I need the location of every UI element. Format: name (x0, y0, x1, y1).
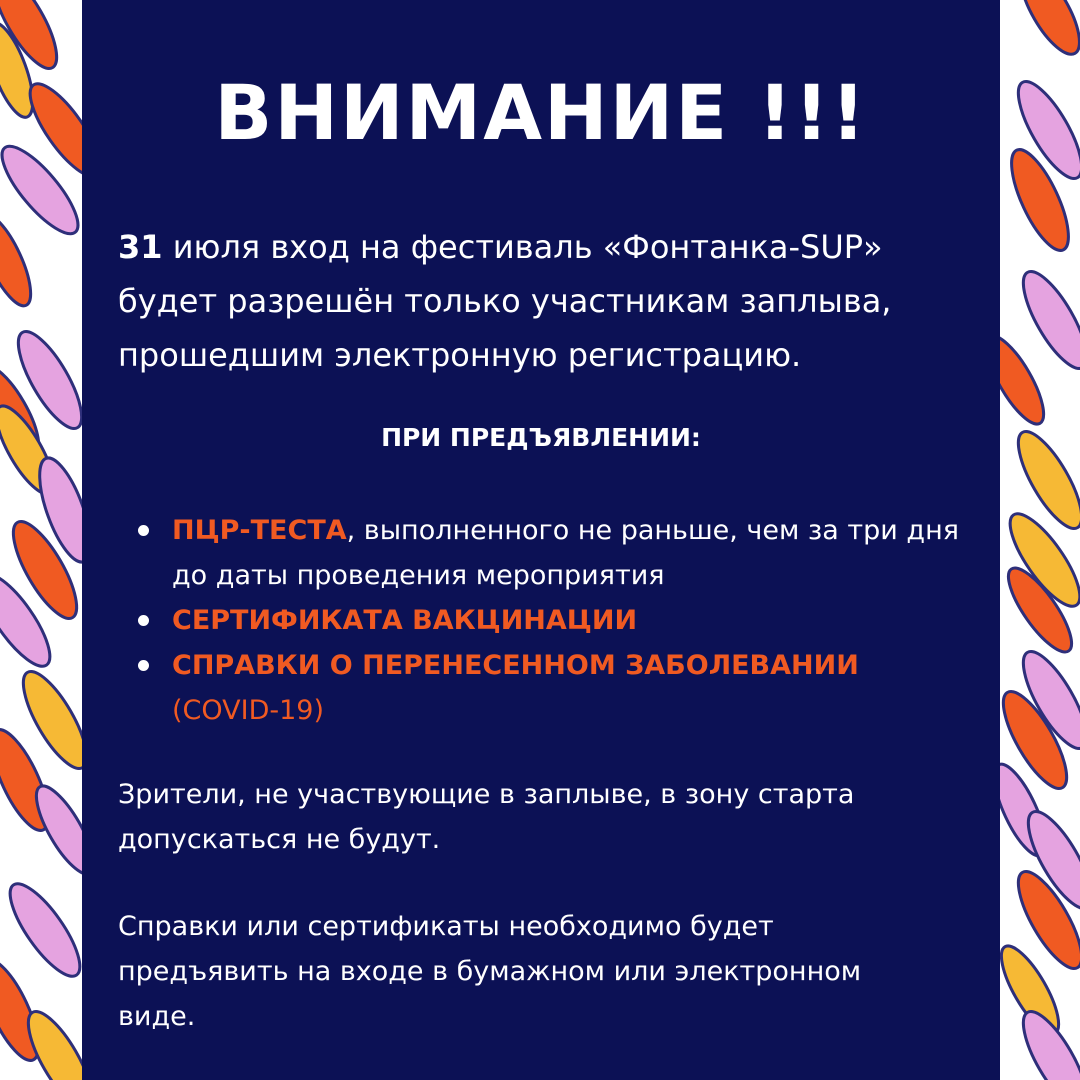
page-title: ВНИМАНИЕ !!! (214, 68, 868, 157)
intro-date: 31 (118, 228, 163, 266)
requirement-highlight: СЕРТИФИКАТА ВАКЦИНАЦИИ (172, 605, 638, 636)
requirement-highlight: СПРАВКИ О ПЕРЕНЕСЕННОМ ЗАБОЛЕВАНИИ (172, 650, 859, 681)
intro-body: июля вход на фестиваль «Фонтанка-SUP» будет разрешён только участникам заплыва, прошедшим электронную регистрацию. (118, 228, 892, 374)
requirement-extra: (COVID-19) (172, 695, 325, 726)
bullet-icon (138, 525, 149, 536)
list-item (172, 643, 992, 733)
surfboard-icon (0, 875, 82, 986)
requirement-highlight: ПЦР-ТЕСТА (172, 515, 347, 546)
surfboard-pattern-right-svg (1000, 0, 1080, 1080)
surfboard-icon (0, 208, 41, 312)
surfboard-pattern-left (0, 0, 82, 1080)
documents-note: Справки или сертификаты необходимо будет предъявить на входе в бумажном или электронном виде. (118, 911, 862, 1032)
surfboard-icon (1009, 0, 1080, 62)
bullet-icon (138, 660, 149, 671)
requirements-heading: ПРИ ПРЕДЪЯВЛЕНИИ: (381, 423, 701, 452)
list-item (172, 598, 992, 643)
list-item (172, 508, 992, 598)
surfboard-pattern-right (1000, 0, 1080, 1080)
notice-panel (82, 0, 1000, 1080)
surfboard-pattern-left-svg (0, 0, 82, 1080)
requirement-rest: , выполненного не раньше, чем за три дня до даты проведения мероприятия (172, 515, 959, 591)
surfboard-icon (1000, 329, 1054, 432)
intro-text (118, 220, 998, 382)
requirements-list (172, 508, 992, 733)
bullet-icon (138, 615, 149, 626)
spectators-note: Зрители, не участвующие в заплыве, в зону старта допускаться не будут. (118, 779, 855, 855)
